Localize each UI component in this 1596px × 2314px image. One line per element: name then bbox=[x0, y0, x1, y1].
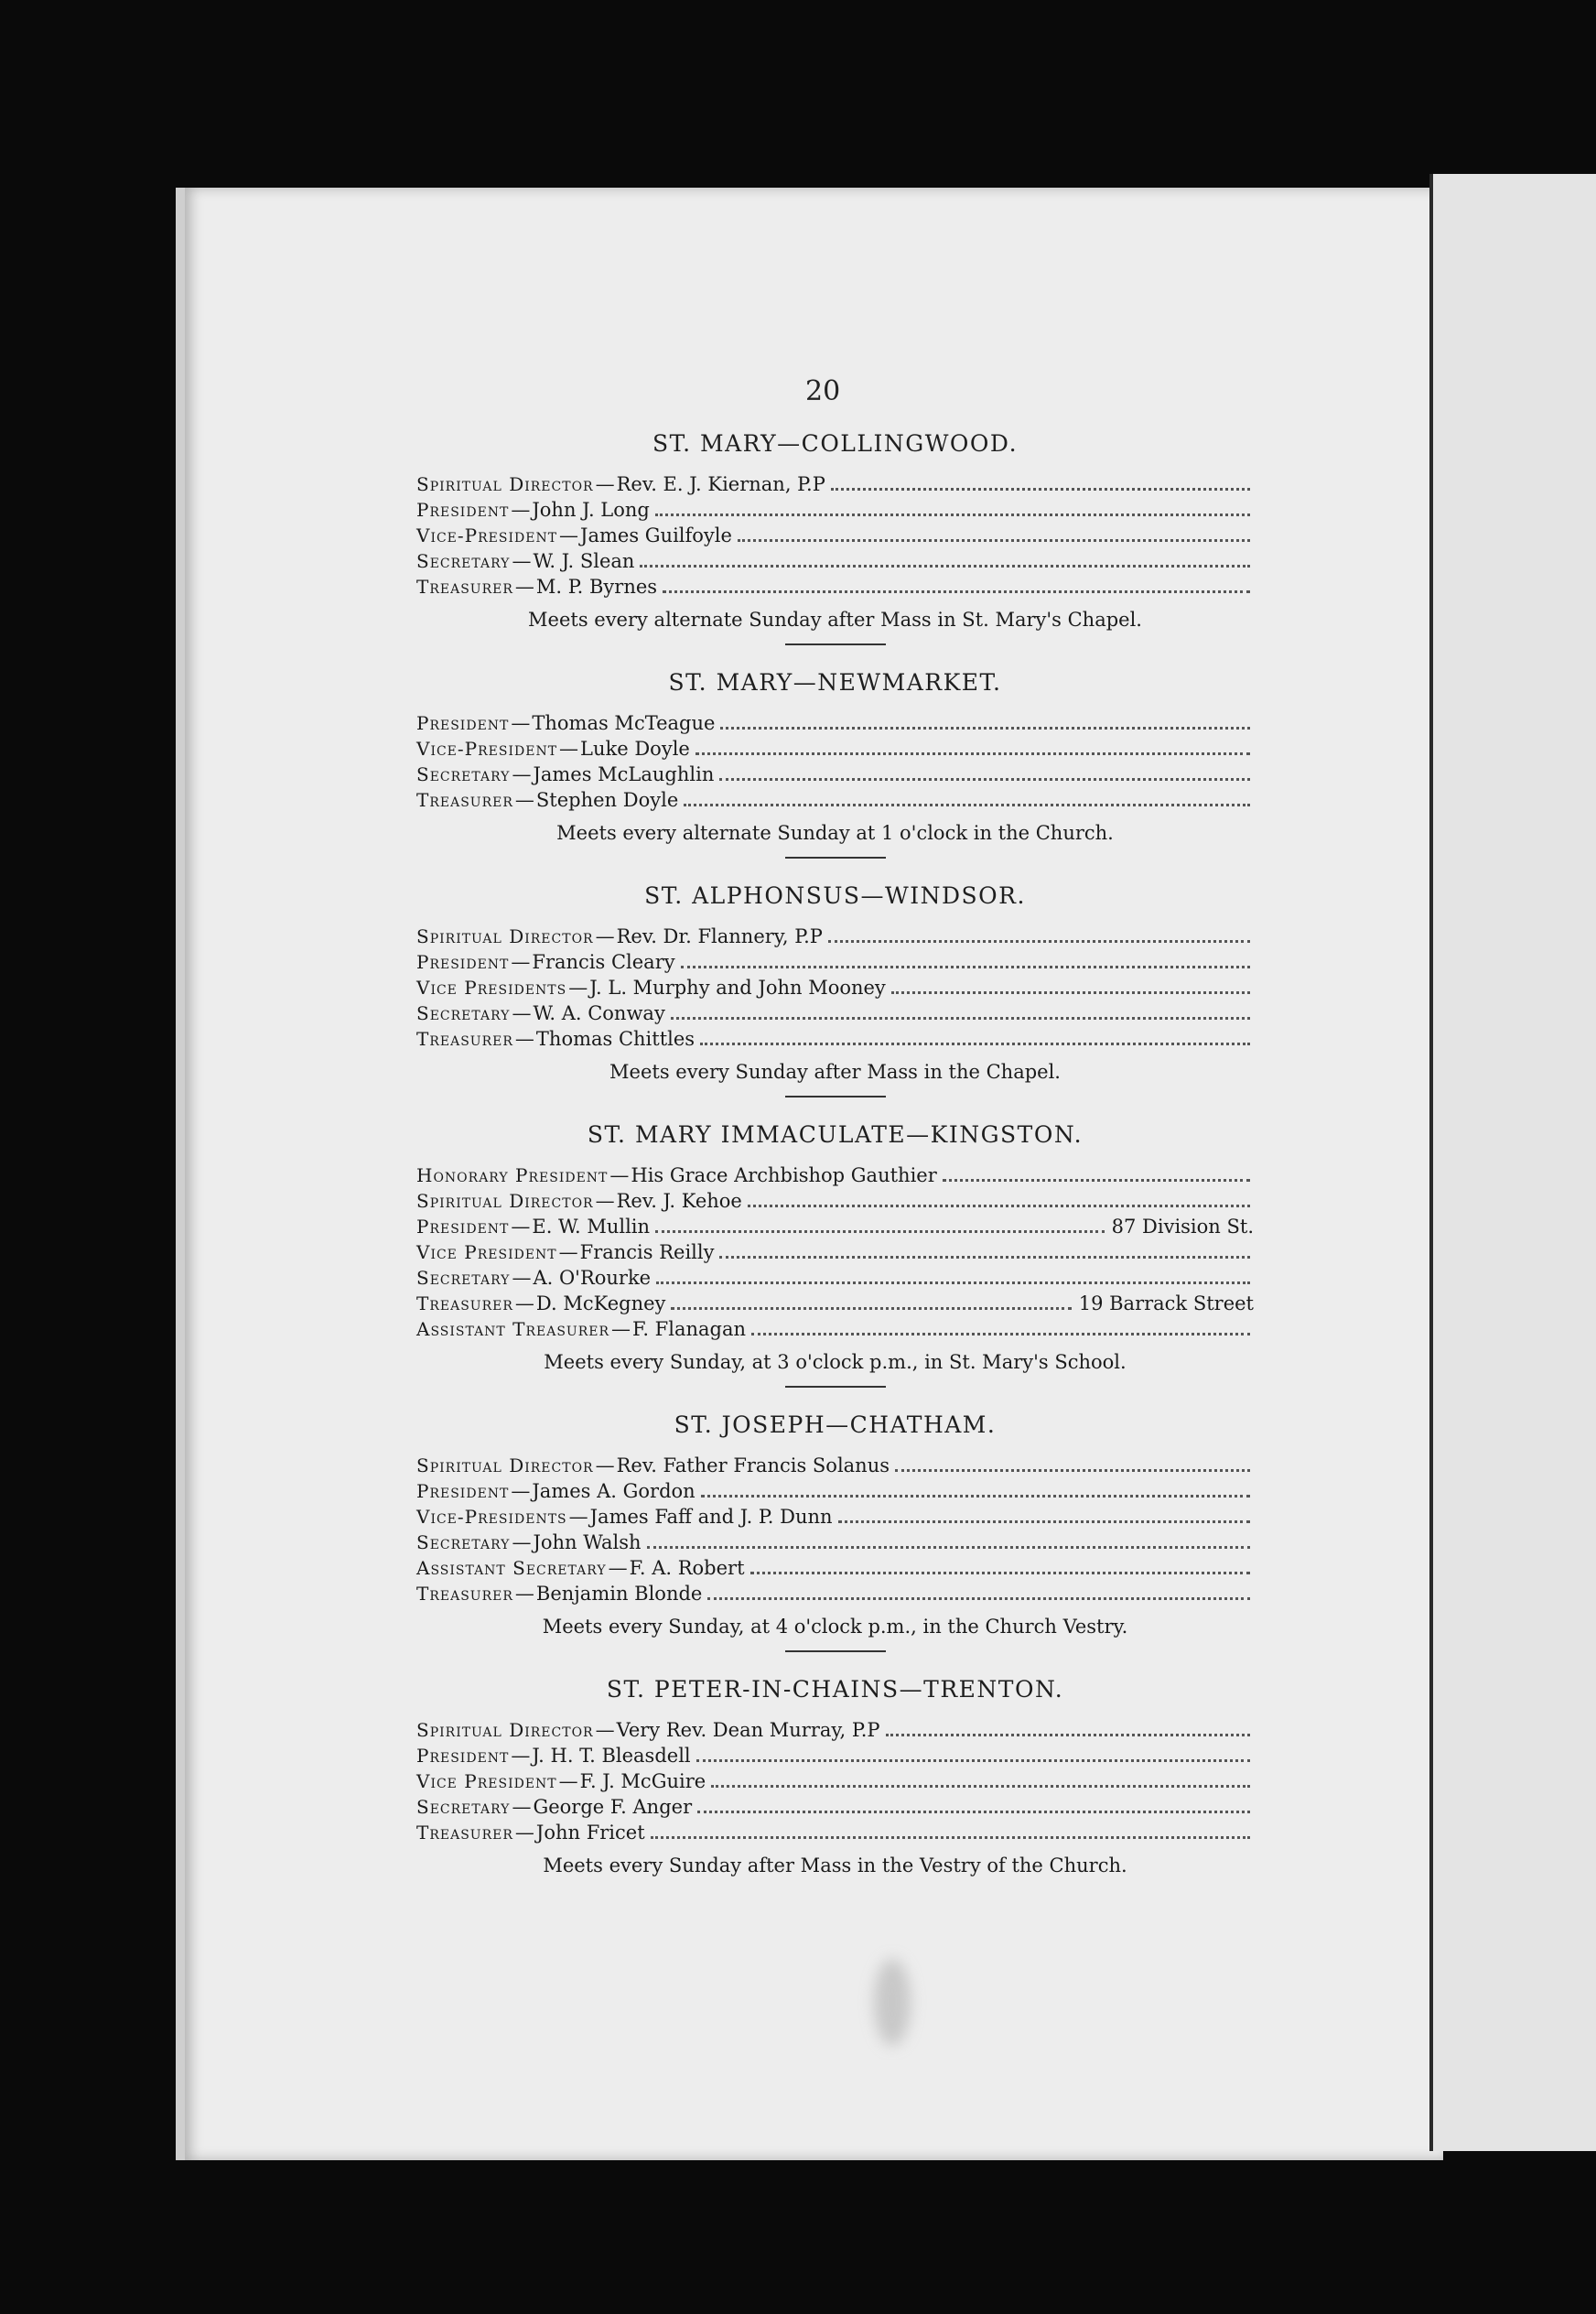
officer-role: Honorary President bbox=[416, 1164, 609, 1186]
section-divider bbox=[785, 1096, 886, 1098]
section-title: ST. MARY—NEWMARKET. bbox=[668, 669, 1002, 696]
officer-name: D. McKegney bbox=[535, 1292, 666, 1314]
role-dash: — bbox=[595, 925, 615, 947]
officer-name: F. Flanagan bbox=[632, 1318, 747, 1340]
role-dash: — bbox=[558, 1770, 578, 1792]
dot-leader bbox=[696, 752, 1250, 755]
officer-row bbox=[416, 1291, 1254, 1316]
meeting-note: Meets every alternate Sunday after Mass in St. Mary's Chapel. bbox=[528, 609, 1142, 631]
officer-row bbox=[416, 787, 1254, 813]
officer-name: His Grace Archbishop Gauthier bbox=[631, 1164, 937, 1186]
section-title: ST. ALPHONSUS—WINDSOR. bbox=[644, 882, 1026, 909]
officer-role: President bbox=[416, 1480, 510, 1502]
officer-row bbox=[416, 1265, 1254, 1291]
role-dash: — bbox=[595, 1190, 615, 1212]
section-divider bbox=[785, 857, 886, 859]
meeting-note: Meets every Sunday, at 3 o'clock p.m., in St. Mary's School. bbox=[544, 1351, 1127, 1373]
dot-leader bbox=[647, 1546, 1250, 1549]
officer-row bbox=[416, 1162, 1254, 1188]
meeting-note: Meets every Sunday after Mass in the Vestry of the Church. bbox=[543, 1854, 1127, 1876]
officer-row bbox=[416, 574, 1254, 600]
role-dash: — bbox=[511, 1745, 531, 1767]
officer-row bbox=[416, 1453, 1254, 1478]
officer-name: Francis Cleary bbox=[532, 951, 675, 973]
officer-row bbox=[416, 710, 1254, 736]
officer-role: President bbox=[416, 712, 510, 734]
officer-row bbox=[416, 1717, 1254, 1743]
officer-role: Secretary bbox=[416, 1002, 511, 1024]
officer-name: Thomas Chittles bbox=[535, 1028, 696, 1050]
officer-role: Treasurer bbox=[416, 789, 513, 811]
officer-name: J. H. T. Bleasdell bbox=[532, 1745, 691, 1767]
role-dash: — bbox=[511, 499, 531, 521]
officer-name: James Guilfoyle bbox=[580, 524, 732, 546]
officer-role: Treasurer bbox=[416, 1028, 513, 1050]
officer-name: Rev. J. Kehoe bbox=[616, 1190, 742, 1212]
dot-leader bbox=[831, 488, 1250, 491]
officer-name: Luke Doyle bbox=[580, 738, 690, 760]
officer-name: J. L. Murphy and John Mooney bbox=[589, 977, 886, 999]
officer-role: Treasurer bbox=[416, 576, 513, 598]
officer-role: Secretary bbox=[416, 550, 511, 572]
officer-row bbox=[416, 1530, 1254, 1555]
officer-row bbox=[416, 1555, 1254, 1581]
officer-name: John Walsh bbox=[533, 1531, 642, 1553]
officer-role: Vice-President bbox=[416, 738, 558, 760]
dot-leader bbox=[700, 1043, 1250, 1045]
dot-leader bbox=[684, 804, 1250, 806]
meeting-note: Meets every alternate Sunday at 1 o'clock in the Church. bbox=[556, 822, 1114, 844]
dot-leader bbox=[655, 1230, 1105, 1233]
officer-row bbox=[416, 1794, 1254, 1820]
dot-leader bbox=[696, 1759, 1250, 1762]
dot-leader bbox=[891, 991, 1250, 994]
role-dash: — bbox=[595, 473, 615, 495]
dot-leader bbox=[719, 778, 1250, 781]
officer-row bbox=[416, 1000, 1254, 1026]
dot-leader bbox=[751, 1333, 1250, 1335]
dot-leader bbox=[838, 1520, 1250, 1523]
dot-leader bbox=[656, 1281, 1250, 1284]
officer-name: W. J. Slean bbox=[533, 550, 635, 572]
dot-leader bbox=[711, 1785, 1250, 1788]
officer-name: George F. Anger bbox=[533, 1796, 693, 1818]
meeting-note: Meets every Sunday, at 4 o'clock p.m., in the Church Vestry. bbox=[542, 1616, 1128, 1638]
officer-row bbox=[416, 949, 1254, 975]
officer-row bbox=[416, 1188, 1254, 1214]
officer-row bbox=[416, 762, 1254, 787]
role-dash: — bbox=[514, 1822, 534, 1844]
dot-leader bbox=[738, 539, 1250, 542]
officer-role: Vice President bbox=[416, 1241, 557, 1263]
officer-row bbox=[416, 1026, 1254, 1052]
officer-name: F. J. McGuire bbox=[579, 1770, 706, 1792]
society-section bbox=[416, 1121, 1254, 1388]
officer-role: Secretary bbox=[416, 763, 511, 785]
role-dash: — bbox=[559, 524, 579, 546]
officer-row bbox=[416, 924, 1254, 949]
dot-leader bbox=[886, 1734, 1250, 1736]
officer-role: Spiritual Director bbox=[416, 1454, 594, 1476]
officer-name: M. P. Byrnes bbox=[535, 576, 658, 598]
officer-role: President bbox=[416, 499, 510, 521]
officer-row bbox=[416, 1214, 1254, 1239]
officer-role: Treasurer bbox=[416, 1292, 513, 1314]
section-title: ST. MARY IMMACULATE—KINGSTON. bbox=[587, 1121, 1084, 1148]
society-section bbox=[416, 882, 1254, 1098]
officer-role: Secretary bbox=[416, 1796, 511, 1818]
role-dash: — bbox=[558, 1241, 578, 1263]
officer-row bbox=[416, 975, 1254, 1000]
officer-role: Treasurer bbox=[416, 1822, 513, 1844]
dot-leader bbox=[651, 1836, 1250, 1839]
officer-name: E. W. Mullin bbox=[532, 1216, 651, 1238]
dot-leader bbox=[707, 1597, 1250, 1600]
section-divider bbox=[785, 1386, 886, 1388]
dot-leader bbox=[701, 1495, 1250, 1498]
officer-row bbox=[416, 523, 1254, 548]
officer-role: Vice-President bbox=[416, 524, 558, 546]
society-listing bbox=[416, 430, 1254, 1876]
officer-name: A. O'Rourke bbox=[533, 1267, 652, 1289]
society-section bbox=[416, 1676, 1254, 1876]
role-dash: — bbox=[595, 1719, 615, 1741]
dot-leader bbox=[671, 1017, 1250, 1020]
role-dash: — bbox=[568, 1506, 588, 1528]
officer-row bbox=[416, 1239, 1254, 1265]
role-dash: — bbox=[559, 738, 579, 760]
role-dash: — bbox=[511, 712, 531, 734]
section-title: ST. MARY—COLLINGWOOD. bbox=[652, 430, 1019, 457]
officer-role: Spiritual Director bbox=[416, 925, 594, 947]
officer-role: Vice President bbox=[416, 1770, 557, 1792]
officer-role: Secretary bbox=[416, 1267, 511, 1289]
role-dash: — bbox=[514, 1583, 534, 1605]
role-dash: — bbox=[608, 1557, 628, 1579]
dot-leader bbox=[943, 1179, 1250, 1182]
officer-name: Rev. Dr. Flannery, P.P bbox=[616, 925, 823, 947]
section-title: ST. PETER-IN-CHAINS—TRENTON. bbox=[606, 1676, 1064, 1703]
society-section bbox=[416, 1411, 1254, 1652]
role-dash: — bbox=[611, 1318, 631, 1340]
officer-role: President bbox=[416, 1216, 510, 1238]
officer-role: President bbox=[416, 1745, 510, 1767]
officer-name: James Faff and J. P. Dunn bbox=[589, 1506, 833, 1528]
officer-role: President bbox=[416, 951, 510, 973]
officer-address: 19 Barrack Street bbox=[1078, 1292, 1254, 1314]
officer-name: Thomas McTeague bbox=[532, 712, 716, 734]
officer-row bbox=[416, 548, 1254, 574]
officer-address: 87 Division St. bbox=[1111, 1216, 1254, 1238]
dot-leader bbox=[895, 1469, 1250, 1472]
officer-name: Stephen Doyle bbox=[535, 789, 679, 811]
officer-name: Francis Reilly bbox=[579, 1241, 715, 1263]
role-dash: — bbox=[512, 1796, 532, 1818]
officer-role: Treasurer bbox=[416, 1583, 513, 1605]
dot-leader bbox=[671, 1307, 1071, 1310]
ink-smudge bbox=[874, 1959, 911, 2046]
role-dash: — bbox=[514, 1292, 534, 1314]
role-dash: — bbox=[609, 1164, 630, 1186]
officer-row bbox=[416, 497, 1254, 523]
role-dash: — bbox=[511, 1480, 531, 1502]
role-dash: — bbox=[514, 789, 534, 811]
dot-leader bbox=[640, 565, 1250, 568]
role-dash: — bbox=[512, 1267, 532, 1289]
officer-row bbox=[416, 1504, 1254, 1530]
officer-row bbox=[416, 1768, 1254, 1794]
section-divider bbox=[785, 643, 886, 645]
officer-row bbox=[416, 1316, 1254, 1342]
officer-row bbox=[416, 736, 1254, 762]
officer-role: Vice-Presidents bbox=[416, 1506, 567, 1528]
role-dash: — bbox=[595, 1454, 615, 1476]
dot-leader bbox=[750, 1572, 1250, 1574]
meeting-note: Meets every Sunday after Mass in the Chapel. bbox=[609, 1061, 1061, 1083]
officer-role: Vice Presidents bbox=[416, 977, 567, 999]
role-dash: — bbox=[511, 951, 531, 973]
officer-row bbox=[416, 1581, 1254, 1606]
officer-name: John J. Long bbox=[532, 499, 650, 521]
role-dash: — bbox=[512, 550, 532, 572]
dot-leader bbox=[655, 514, 1250, 516]
officer-role: Assistant Secretary bbox=[416, 1557, 607, 1579]
dot-leader bbox=[663, 590, 1250, 593]
officer-name: Benjamin Blonde bbox=[535, 1583, 703, 1605]
role-dash: — bbox=[512, 1002, 532, 1024]
society-section bbox=[416, 669, 1254, 859]
page-number: 20 bbox=[805, 375, 841, 407]
dot-leader bbox=[720, 727, 1250, 730]
officer-name: James A. Gordon bbox=[532, 1480, 696, 1502]
officer-role: Assistant Treasurer bbox=[416, 1318, 610, 1340]
dot-leader bbox=[719, 1256, 1250, 1259]
officer-name: F. A. Robert bbox=[629, 1557, 745, 1579]
role-dash: — bbox=[511, 1216, 531, 1238]
officer-name: W. A. Conway bbox=[533, 1002, 665, 1024]
role-dash: — bbox=[514, 1028, 534, 1050]
role-dash: — bbox=[568, 977, 588, 999]
dot-leader bbox=[697, 1811, 1250, 1813]
adjacent-page-edge bbox=[1429, 174, 1596, 2151]
dot-leader bbox=[748, 1205, 1250, 1207]
officer-row bbox=[416, 471, 1254, 497]
officer-name: Rev. E. J. Kiernan, P.P bbox=[616, 473, 825, 495]
officer-name: James McLaughlin bbox=[533, 763, 715, 785]
officer-role: Spiritual Director bbox=[416, 1190, 594, 1212]
officer-role: Spiritual Director bbox=[416, 1719, 594, 1741]
officer-name: Very Rev. Dean Murray, P.P bbox=[616, 1719, 880, 1741]
role-dash: — bbox=[512, 763, 532, 785]
dot-leader bbox=[828, 940, 1250, 943]
section-title: ST. JOSEPH—CHATHAM. bbox=[674, 1411, 997, 1438]
officer-name: Rev. Father Francis Solanus bbox=[616, 1454, 890, 1476]
officer-row bbox=[416, 1478, 1254, 1504]
role-dash: — bbox=[514, 576, 534, 598]
officer-role: Secretary bbox=[416, 1531, 511, 1553]
society-section bbox=[416, 430, 1254, 645]
officer-role: Spiritual Director bbox=[416, 473, 594, 495]
officer-name: John Fricet bbox=[535, 1822, 645, 1844]
section-divider bbox=[785, 1650, 886, 1652]
officer-row bbox=[416, 1743, 1254, 1768]
dot-leader bbox=[681, 966, 1250, 968]
officer-row bbox=[416, 1820, 1254, 1845]
role-dash: — bbox=[512, 1531, 532, 1553]
